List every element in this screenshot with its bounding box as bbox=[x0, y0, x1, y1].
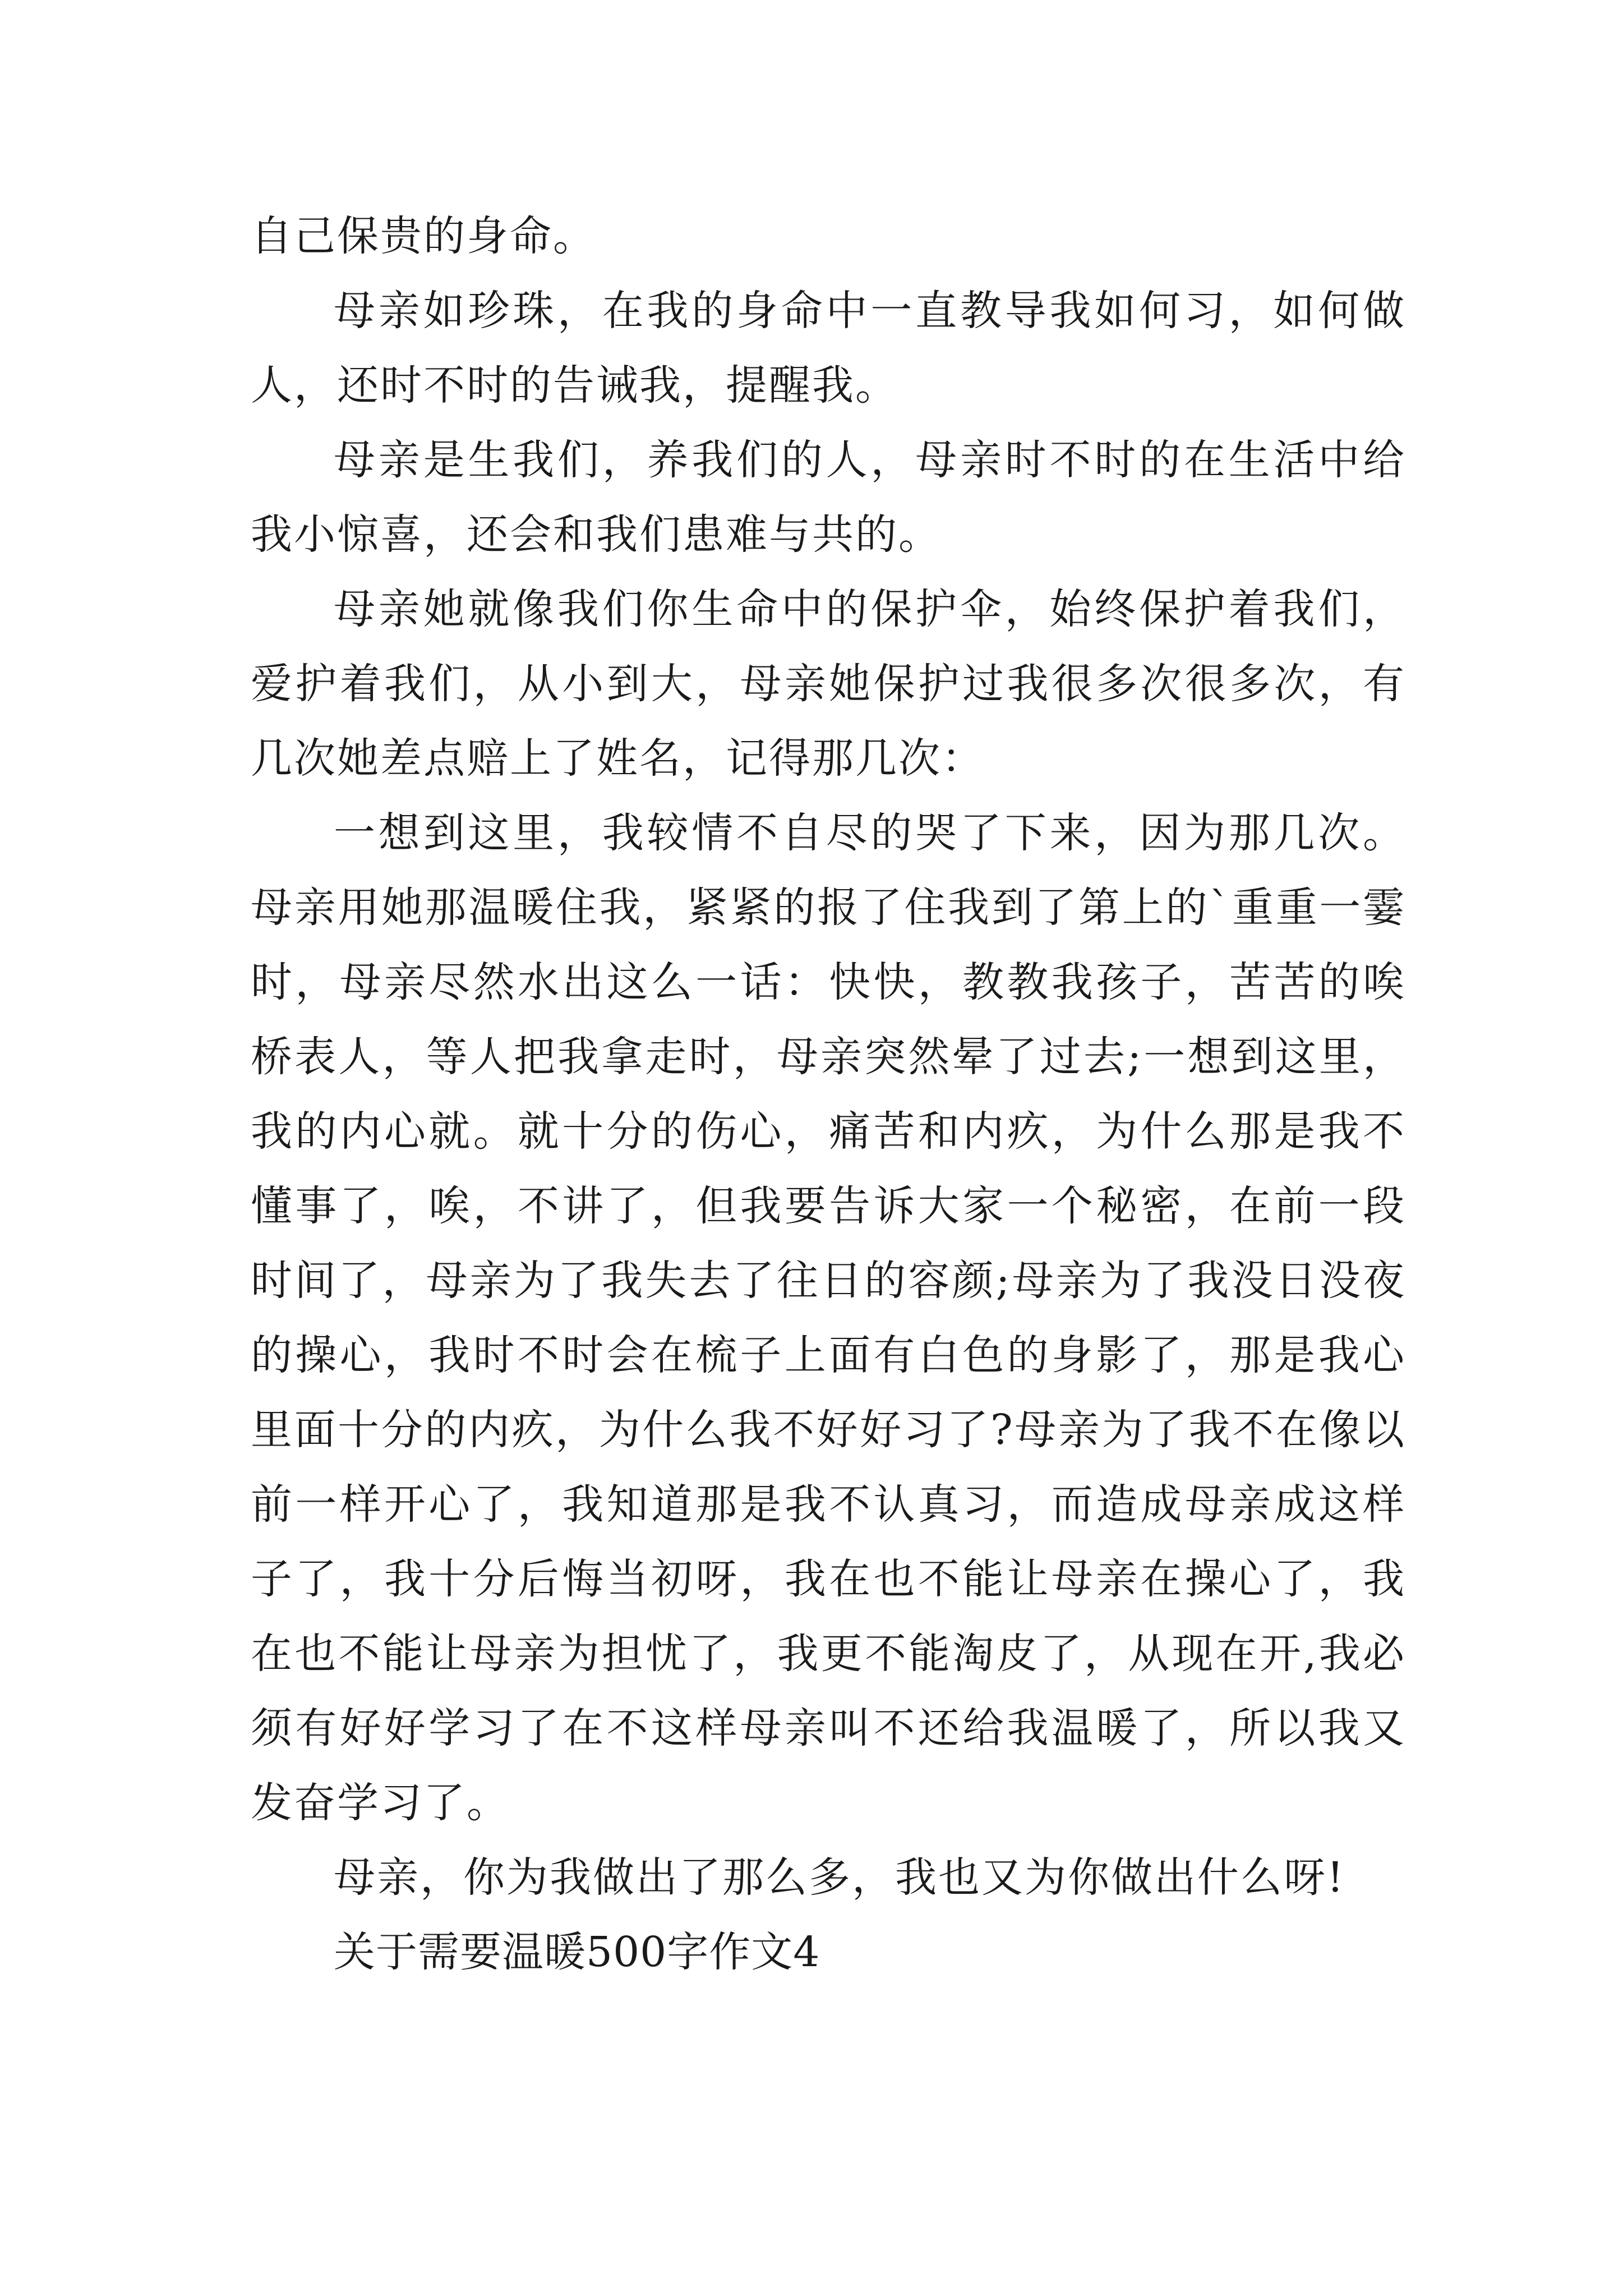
essay-heading: 关于需要温暖500字作文4 bbox=[334, 1928, 820, 1976]
paragraph-pearl: 母亲如珍珠，在我的身命中一直教导我如何习，如何做人，还时不时的告诫我，提醒我。 bbox=[251, 287, 1406, 409]
paragraph-umbrella: 母亲她就像我们你生命中的保护伞，始终保护着我们，爱护着我们，从小到大，母亲她保护过我很多次很多次，有几次她差点赔上了姓名，记得那几次： bbox=[251, 585, 1406, 783]
paragraph-continuation: 自己保贵的身命。 bbox=[251, 212, 596, 260]
paragraph-closing: 母亲，你为我做出了那么多，我也又为你做出什么呀! bbox=[334, 1853, 1345, 1902]
paragraph-raising: 母亲是生我们，养我们的人，母亲时不时的在生活中给我小惊喜，还会和我们患难与共的。 bbox=[251, 436, 1406, 559]
essay-body bbox=[251, 199, 1406, 1990]
paragraph-memory: 一想到这里，我较情不自尽的哭了下来，因为那几次。母亲用她那温暖住我，紧紧的报了住我到了第上的`重重一霎时，母亲尽然水出这么一话：快快，教教我孩子，苦苦的唉桥表人，等人把我拿走时，母亲突然晕了过去;一想到这里，我的内心就。就十分的伤心，痛苦和内疚，为什么那是我不懂事了，唉，不讲了，但我要告诉大家一个秘密，在前一段时间了，母亲为了我失去了往日的容颜;母亲为了我没日没夜的操心，我时不时会在梳子上面有白色的身影了，那是我心里面十分的内疚，为什么我不好好习了?母亲为了我不在像以前一样开心了，我知道那是我不认真习，而造成母亲成这样子了，我十分后悔当初呀，我在也不能让母亲在操心了，我在也不能让母亲为担忧了，我更不能淘皮了，从现在开,我必须有好好学习了在不这样母亲叫不还给我温暖了，所以我又发奋学习了。 bbox=[251, 809, 1406, 1827]
